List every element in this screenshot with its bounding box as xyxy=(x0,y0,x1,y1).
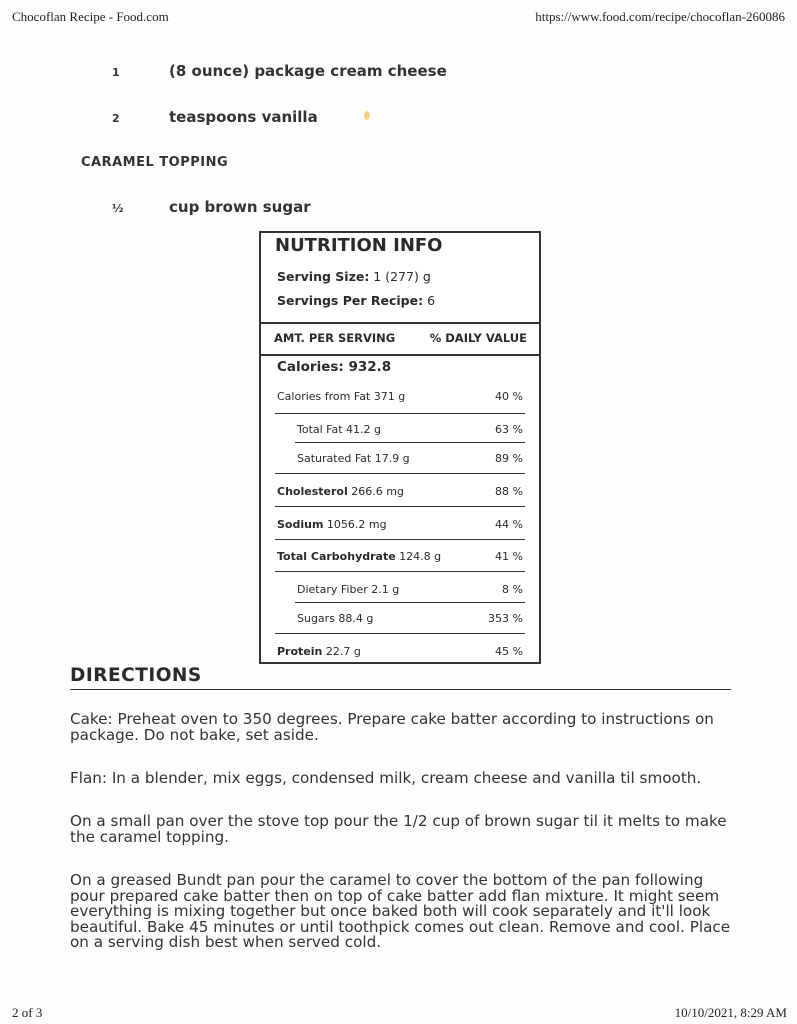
ingredient-row xyxy=(0,108,797,132)
direction-step: On a greased Bundt pan pour the caramel to cover the bottom of the pan following pour prepared cake batter then on top of cake batter add flan mixture. It might seem everything is mixing together but once baked both will cook separately and it'll look beautiful. Bake 45 minutes or until toothpick comes out clean. Remove and cool. Place on a serving dish best when served cold. xyxy=(70,871,731,951)
divider xyxy=(275,473,525,474)
divider xyxy=(275,571,525,572)
ingredient-item: teaspoons vanilla xyxy=(169,108,318,126)
print-header-title: Chocoflan Recipe - Food.com xyxy=(12,9,169,24)
direction-step: On a small pan over the stove top pour the 1/2 cup of brown sugar til it melts to make the caramel topping. xyxy=(70,812,727,846)
nutrient-amount: 1056.2 mg xyxy=(323,518,387,531)
nutrient-row xyxy=(261,580,539,600)
nutrient-percent: 44 % xyxy=(495,518,523,531)
nutrition-panel xyxy=(259,231,541,664)
divider xyxy=(275,413,525,414)
paper-stain xyxy=(364,111,370,120)
nutrition-title: NUTRITION INFO xyxy=(275,235,443,256)
nutrient-row xyxy=(261,387,539,407)
nutrient-percent: 63 % xyxy=(495,423,523,436)
nutrient-amount: Total Fat 41.2 g xyxy=(297,423,382,436)
caramel-heading: CARAMEL TOPPING xyxy=(81,155,229,170)
calories: Calories: 932.8 xyxy=(277,359,392,375)
divider xyxy=(275,506,525,507)
nutrient-percent: 89 % xyxy=(495,452,523,465)
ingredient-qty: 2 xyxy=(112,112,120,125)
divider xyxy=(295,442,525,443)
serving-size-label: Serving Size: xyxy=(277,269,370,284)
servings-value: 6 xyxy=(423,293,436,308)
servings-label: Servings Per Recipe: xyxy=(277,293,424,308)
nutrient-name: Protein xyxy=(277,645,323,658)
nutrient-amount: 22.7 g xyxy=(322,645,361,658)
nutrient-name: Sodium xyxy=(277,518,324,531)
nutrient-amount: Sugars 88.4 g xyxy=(297,612,374,625)
ingredient-qty: ½ xyxy=(112,202,124,215)
nutrient-amount: 266.6 mg xyxy=(347,485,404,498)
divider xyxy=(275,539,525,540)
nutrient-row xyxy=(261,642,539,662)
nutrient-percent: 8 % xyxy=(502,583,523,596)
ingredient-item: cup brown sugar xyxy=(169,198,311,216)
nutrient-row xyxy=(261,449,539,469)
nutrient-percent: 41 % xyxy=(495,550,523,563)
directions-heading: DIRECTIONS xyxy=(70,665,202,686)
daily-value-header: % DAILY VALUE xyxy=(429,331,527,345)
page-number: 2 of 3 xyxy=(12,1005,43,1020)
print-header-url: https://www.food.com/recipe/chocoflan-260086 xyxy=(535,9,785,24)
nutrition-column-header xyxy=(261,322,539,356)
nutrient-percent: 40 % xyxy=(495,390,523,403)
ingredient-row xyxy=(0,198,797,222)
nutrient-row xyxy=(261,482,539,502)
nutrient-row xyxy=(261,515,539,535)
nutrient-name: Total Carbohydrate xyxy=(277,550,396,563)
serving-size-value: 1 (277) g xyxy=(369,269,431,284)
nutrient-amount: Saturated Fat 17.9 g xyxy=(297,452,410,465)
ingredient-item: (8 ounce) package cream cheese xyxy=(169,62,447,80)
nutrient-percent: 353 % xyxy=(488,612,523,625)
servings-per-recipe xyxy=(277,293,435,308)
nutrient-percent: 88 % xyxy=(495,485,523,498)
nutrient-amount: 124.8 g xyxy=(395,550,442,563)
nutrient-row xyxy=(261,547,539,567)
nutrient-amount: Dietary Fiber 2.1 g xyxy=(297,583,400,596)
nutrient-name: Cholesterol xyxy=(277,485,348,498)
divider xyxy=(275,633,525,634)
nutrient-row xyxy=(261,420,539,440)
amount-per-serving-header: AMT. PER SERVING xyxy=(274,331,396,345)
print-timestamp: 10/10/2021, 8:29 AM xyxy=(674,1005,787,1020)
nutrient-row xyxy=(261,609,539,629)
direction-step: Flan: In a blender, mix eggs, condensed milk, cream cheese and vanilla til smooth. xyxy=(70,769,702,787)
direction-step: Cake: Preheat oven to 350 degrees. Prepare cake batter according to instructions on package. Do not bake, set aside. xyxy=(70,710,714,744)
serving-size xyxy=(277,269,431,284)
directions-rule xyxy=(70,689,731,690)
nutrient-amount: Calories from Fat 371 g xyxy=(277,390,406,403)
ingredient-qty: 1 xyxy=(112,66,120,79)
ingredient-row xyxy=(0,62,797,86)
divider xyxy=(295,602,525,603)
nutrient-percent: 45 % xyxy=(495,645,523,658)
